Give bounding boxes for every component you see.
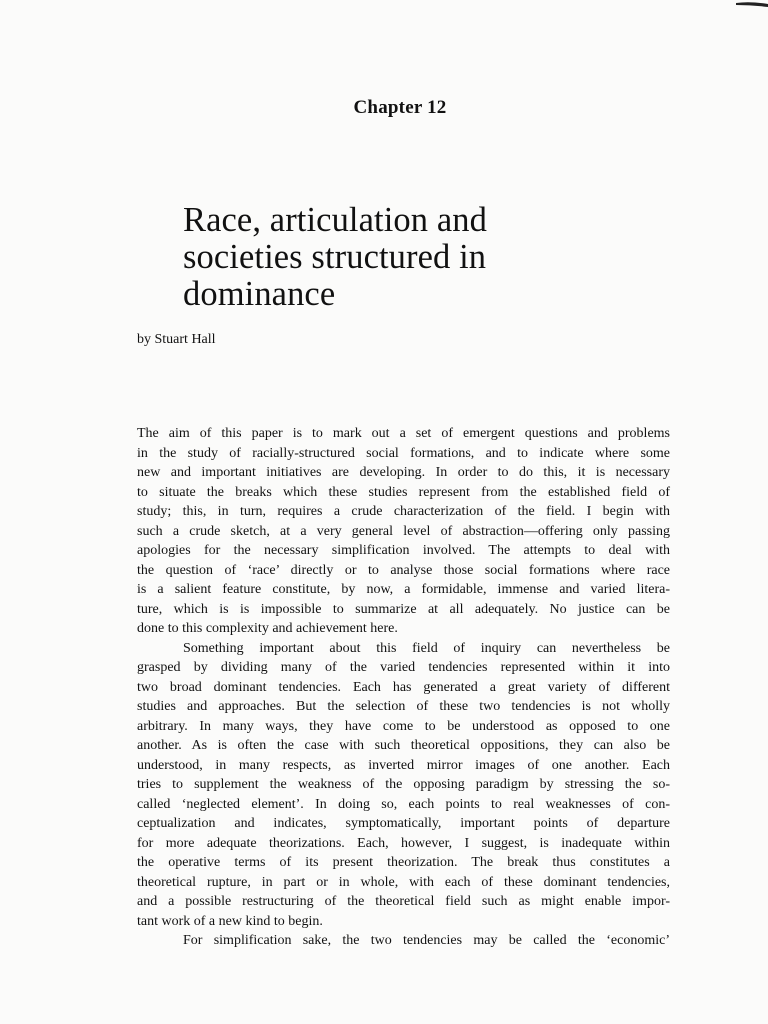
text-line: done to this complexity and achievement here. xyxy=(137,621,398,636)
text-line: study; this, in turn, requires a crude characterization of the field. I begin with xyxy=(137,504,670,519)
text-line: For simplification sake, the two tendencies may be called the ‘economic’ xyxy=(183,933,670,948)
text-line: to situate the breaks which these studies represent from the established field of xyxy=(137,484,670,500)
text-line: apologies for the necessary simplification involved. The attempts to deal with xyxy=(137,543,670,558)
text-line: grasped by dividing many of the varied tendencies represented within it into xyxy=(137,660,670,675)
text-line: such a crude sketch, at a very general level of abstraction—offering only passing xyxy=(137,523,670,539)
text-line: tries to supplement the weakness of the opposing paradigm by stressing the so- xyxy=(137,777,670,792)
scan-edge-mark xyxy=(734,0,768,8)
chapter-title xyxy=(183,202,487,313)
text-line: theoretical rupture, in part or in whole, with each of these dominant tendencies, xyxy=(137,874,670,890)
text-line: ture, which is is impossible to summarize at all adequately. No justice can be xyxy=(137,601,670,617)
text-line: understood, in many respects, as inverted mirror images of one another. Each xyxy=(137,757,670,773)
paragraph xyxy=(137,424,670,639)
chapter-label: Chapter 12 xyxy=(353,97,447,118)
text-line: called ‘neglected element’. In doing so, each points to real weaknesses of con- xyxy=(137,796,670,812)
title-line: Race, articulation and xyxy=(183,201,487,239)
text-line: arbitrary. In many ways, they have come to be understood as opposed to one xyxy=(137,718,670,734)
text-line: for more adequate theorizations. Each, however, I suggest, is inadequate within xyxy=(137,835,670,851)
paragraph xyxy=(137,639,670,932)
author-byline: by Stuart Hall xyxy=(137,332,216,347)
text-line: ceptualization and indicates, symptomatically, important points of departure xyxy=(137,816,670,831)
body-text xyxy=(137,424,670,951)
text-line: Something important about this field of inquiry can nevertheless be xyxy=(183,640,670,656)
text-line: tant work of a new kind to begin. xyxy=(137,913,323,929)
paragraph xyxy=(137,931,670,951)
text-line: another. As is often the case with such theoretical oppositions, they can also be xyxy=(137,738,670,753)
text-line: in the study of racially-structured social formations, and to indicate where some xyxy=(137,445,670,461)
text-line: new and important initiatives are developing. In order to do this, it is necessary xyxy=(137,465,670,480)
text-line: the operative terms of its present theorization. The break thus constitutes a xyxy=(137,855,670,870)
text-line: The aim of this paper is to mark out a set of emergent questions and problems xyxy=(137,426,670,441)
title-line: dominance xyxy=(183,275,336,313)
text-line: the question of ‘race’ directly or to analyse those social formations where race xyxy=(137,562,670,578)
text-line: is a salient feature constitute, by now, a formidable, immense and varied litera- xyxy=(137,582,670,597)
text-line: and a possible restructuring of the theoretical field such as might enable impor- xyxy=(137,894,670,909)
title-line: societies structured in xyxy=(183,238,487,276)
text-line: studies and approaches. But the selection of these two tendencies is not wholly xyxy=(137,699,670,714)
text-line: two broad dominant tendencies. Each has generated a great variety of different xyxy=(137,679,670,695)
